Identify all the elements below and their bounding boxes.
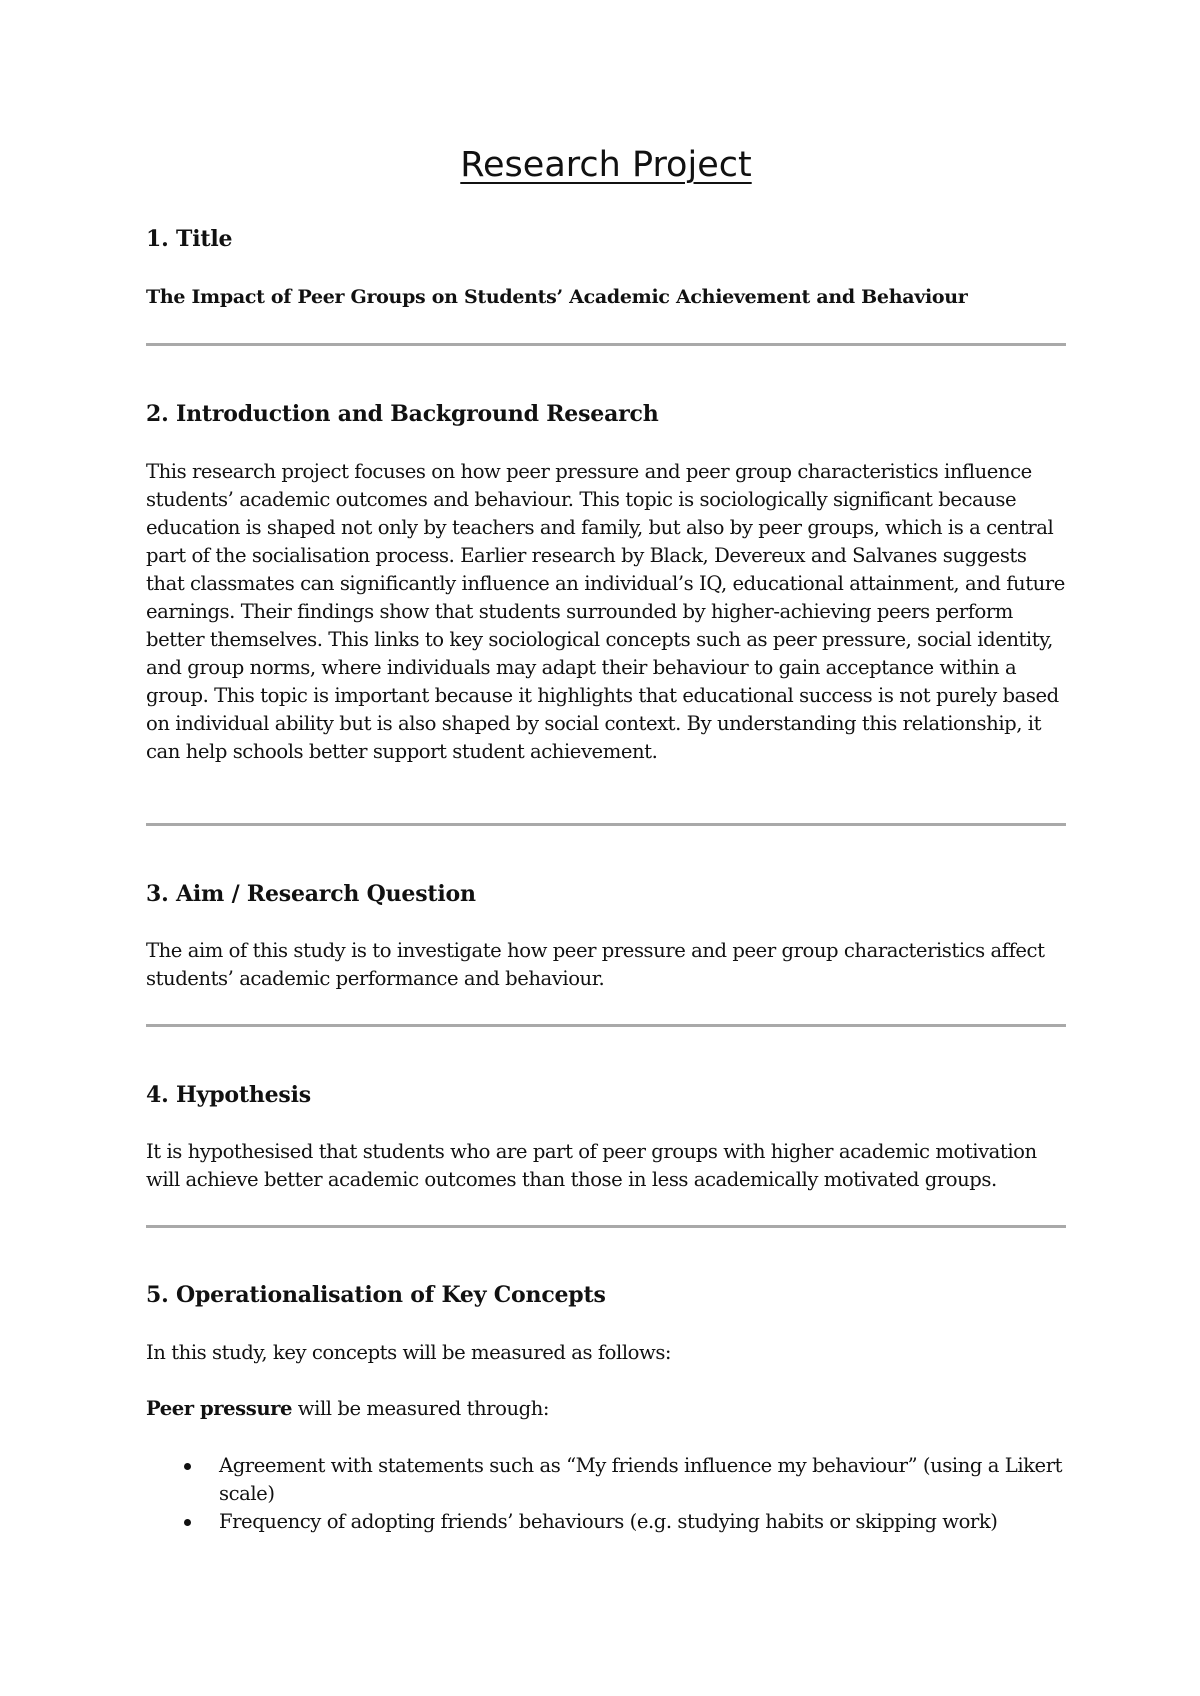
aim-paragraph: The aim of this study is to investigate how peer pressure and peer group characteristics affect students’ academic performance and behaviour. [146, 939, 1045, 990]
section-heading-title: 1. Title [146, 226, 233, 252]
section-heading-operationalisation: 5. Operationalisation of Key Concepts [146, 1282, 606, 1308]
section-divider [146, 1024, 1066, 1027]
section-heading-aim: 3. Aim / Research Question [146, 881, 476, 907]
list-item-text: Frequency of adopting friends’ behaviours (e.g. studying habits or skipping work) [219, 1510, 998, 1533]
section-heading-introduction: 2. Introduction and Background Research [146, 401, 659, 427]
document-title: Research Project [460, 145, 752, 185]
bullet-icon [184, 1463, 191, 1470]
peer-pressure-measure-line [146, 1395, 1066, 1423]
list-item [146, 1508, 1066, 1536]
operationalisation-intro: In this study, key concepts will be measured as follows: [146, 1341, 672, 1364]
project-title-text: The Impact of Peer Groups on Students’ Academic Achievement and Behaviour [146, 286, 968, 308]
section-heading-hypothesis: 4. Hypothesis [146, 1082, 311, 1108]
hypothesis-paragraph: It is hypothesised that students who are part of peer groups with higher academic motivation will achieve better academic outcomes than those in less academically motivated groups. [146, 1140, 1037, 1191]
list-item [146, 1452, 1066, 1508]
list-item-text: Agreement with statements such as “My friends influence my behaviour” (using a Likert scale) [219, 1454, 1063, 1505]
peer-pressure-label: Peer pressure [146, 1397, 293, 1420]
section-divider [146, 1225, 1066, 1228]
bullet-icon [184, 1519, 191, 1526]
peer-pressure-measure-text: will be measured through: [292, 1397, 550, 1420]
introduction-paragraph: This research project focuses on how peer pressure and peer group characteristics influence students’ academic outcomes and behaviour. This topic is sociologically significant because education is shaped not only by teachers and family, but also by peer groups, which is a central part of the socialisation process. Earlier research by Black, Devereux and Salvanes suggests that classmates can significantly influence an individual’s IQ, educational attainment, and future earnings. Their findings show that students surrounded by higher-achieving peers perform better themselves. This links to key sociological concepts such as peer pressure, social identity, and group norms, where individuals may adapt their behaviour to gain acceptance within a group. This topic is important because it highlights that educational success is not purely based on individual ability but is also shaped by social context. By understanding this relationship, it can help schools better support student achievement. [146, 460, 1065, 763]
section-divider [146, 823, 1066, 826]
section-divider [146, 343, 1066, 346]
measurement-list [146, 1452, 1066, 1536]
